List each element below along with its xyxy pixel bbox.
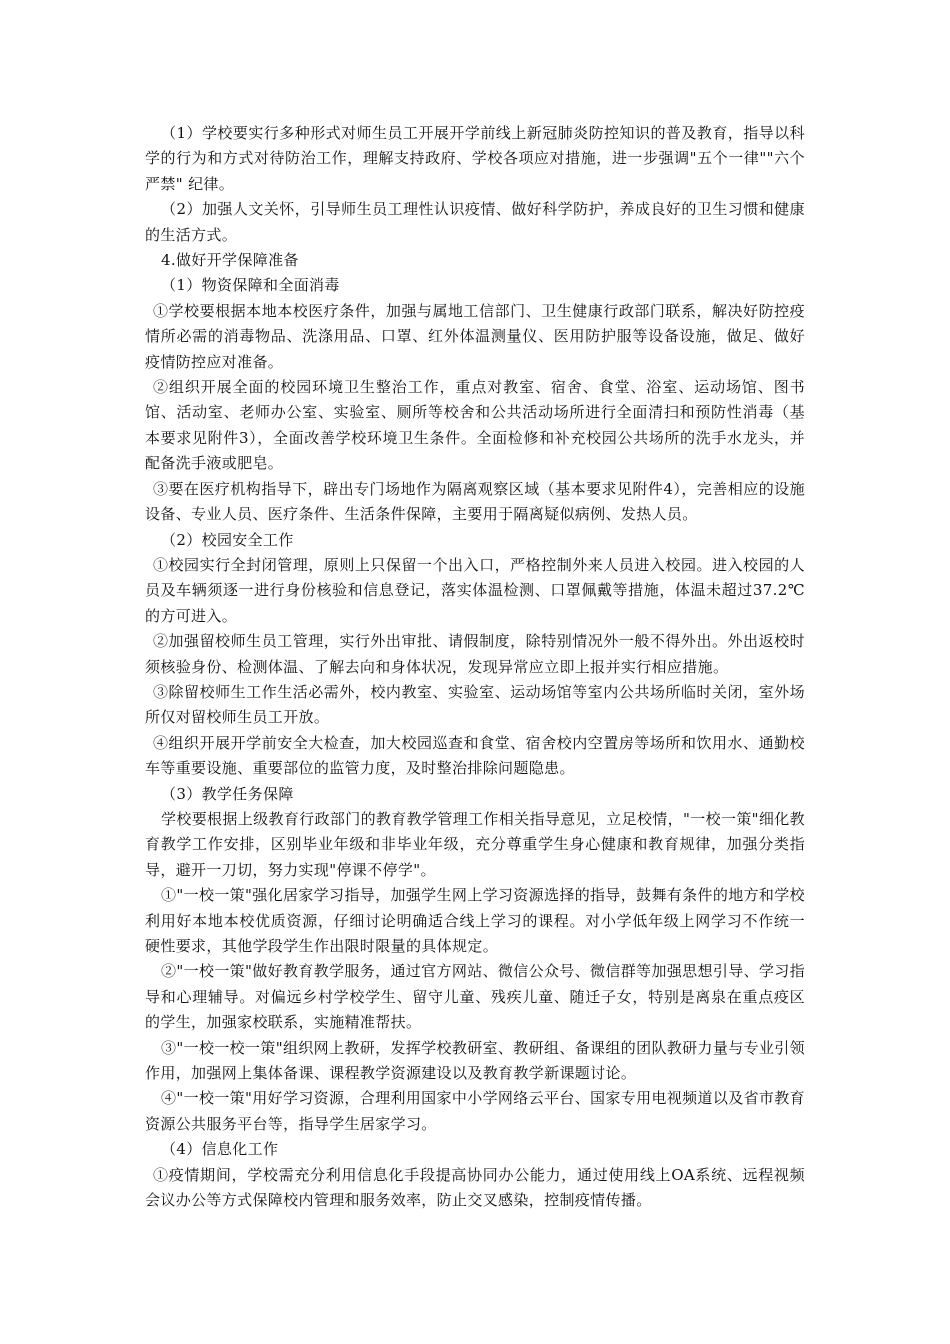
paragraph-supplies-2: ②组织开展全面的校园环境卫生整治工作，重点对教室、宿舍、食堂、浴室、运动场馆、图书馆、活动室、老师办公室、实验室、厕所等校舍和公共活动场所进行全面清扫和预防性消毒（基本要求见附件3），全面改善学校环境卫生条件。全面检修和补充校园公共场所的洗手水龙头，并配备洗手液或肥皂。 [145,378,805,473]
paragraph-safety-2: ②加强留校师生员工管理，实行外出审批、请假制度，除特别情况外一般不得外出。外出返校时须核验身份、检测体温、了解去向和身体状况，发现异常应立即上报并实行相应措施。 [145,632,805,676]
document-body [145,121,805,1213]
paragraph-safety-1: ①校园实行全封闭管理，原则上只保留一个出入口，严格控制外来人员进入校园。进入校园的人员及车辆须逐一进行身份核验和信息登记，落实体温检测、口罩佩戴等措施，体温未超过37.2℃的方可进入。 [145,555,805,625]
paragraph-it-1: ①疫情期间，学校需充分利用信息化手段提高协同办公能力，通过使用线上OA系统、远程视频会议办公等方式保障校内管理和服务效率，防止交叉感染，控制疫情传播。 [145,1165,805,1210]
paragraph-teaching-1: ①"一校一策"强化居家学习指导，加强学生网上学习资源选择的指导，鼓舞有条件的地方和学校利用好本地本校优质资源，仔细讨论明确适合线上学习的课程。对小学低年级上网学习不作统一硬性要求，其他学段学生作出限时限量的具体规定。 [145,886,805,955]
subheading-teaching: （3）教学任务保障 [161,784,294,803]
paragraph-teaching-4: ④"一校一策"用好学习资源，合理利用国家中小学网络云平台、国家专用电视频道以及省市教育资源公共服务平台等，指导学生居家学习。 [145,1089,805,1133]
paragraph-teaching-2: ②"一校一策"做好教育教学服务，通过官方网站、微信公众号、微信群等加强思想引导、学习指导和心理辅导。对偏远乡村学校学生、留守儿童、残疾儿童、随迁子女，特别是离泉在重点疫区的学生，加强家校联系，实施精准帮扶。 [145,962,805,1032]
paragraph-2: （2）加强人文关怀，引导师生员工理性认识疫情、做好科学防护，养成良好的卫生习惯和健康的生活方式。 [145,200,805,244]
paragraph-1: （1）学校要实行多种形式对师生员工开展开学前线上新冠肺炎防控知识的普及教育，指导以科学的行为和方式对待防治工作，理解支持政府、学校各项应对措施，进一步强调"五个一律""六个严禁" 纪律。 [145,124,805,193]
paragraph-teaching-3: ③"一校一校一策"组织网上教研，发挥学校教研室、教研组、备课组的团队教研力量与专业引领作用，加强网上集体备课、课程教学资源建设以及教育教学新课题讨论。 [145,1038,805,1083]
subheading-supplies: （1）物资保障和全面消毒 [161,276,340,295]
paragraph-teaching-intro: 学校要根据上级教育行政部门的教育教学管理工作相关指导意见，立足校情，"一校一策"细化教育教学工作安排，区别毕业年级和非毕业年级，充分尊重学生身心健康和教育规律，加强分类指导，避开一刀切，努力实现"停课不停学"。 [145,809,805,879]
subheading-it: （4）信息化工作 [161,1140,279,1159]
paragraph-supplies-3: ③要在医疗机构指导下，辟出专门场地作为隔离观察区域（基本要求见附件4），完善相应的设施设备、专业人员、医疗条件、生活条件保障，主要用于隔离疑似病例、发热人员。 [145,479,805,524]
paragraph-safety-3: ③除留校师生工作生活必需外，校内教室、实验室、运动场馆等室内公共场所临时关闭，室外场所仅对留校师生员工开放。 [145,682,805,727]
paragraph-safety-4: ④组织开展开学前安全大检查，加大校园巡查和食堂、宿舍校内空置房等场所和饮用水、通勤校车等重要设施、重要部位的监管力度，及时整治排除问题隐患。 [145,733,805,778]
subheading-safety: （2）校园安全工作 [161,530,294,549]
paragraph-supplies-1: ①学校要根据本地本校医疗条件，加强与属地工信部门、卫生健康行政部门联系，解决好防控疫情所必需的消毒物品、洗涤用品、口罩、红外体温测量仪、医用防护服等设备设施，做足、做好疫情防控应对准备。 [145,301,805,371]
section-heading-4: 4.做好开学保障准备 [161,251,299,270]
